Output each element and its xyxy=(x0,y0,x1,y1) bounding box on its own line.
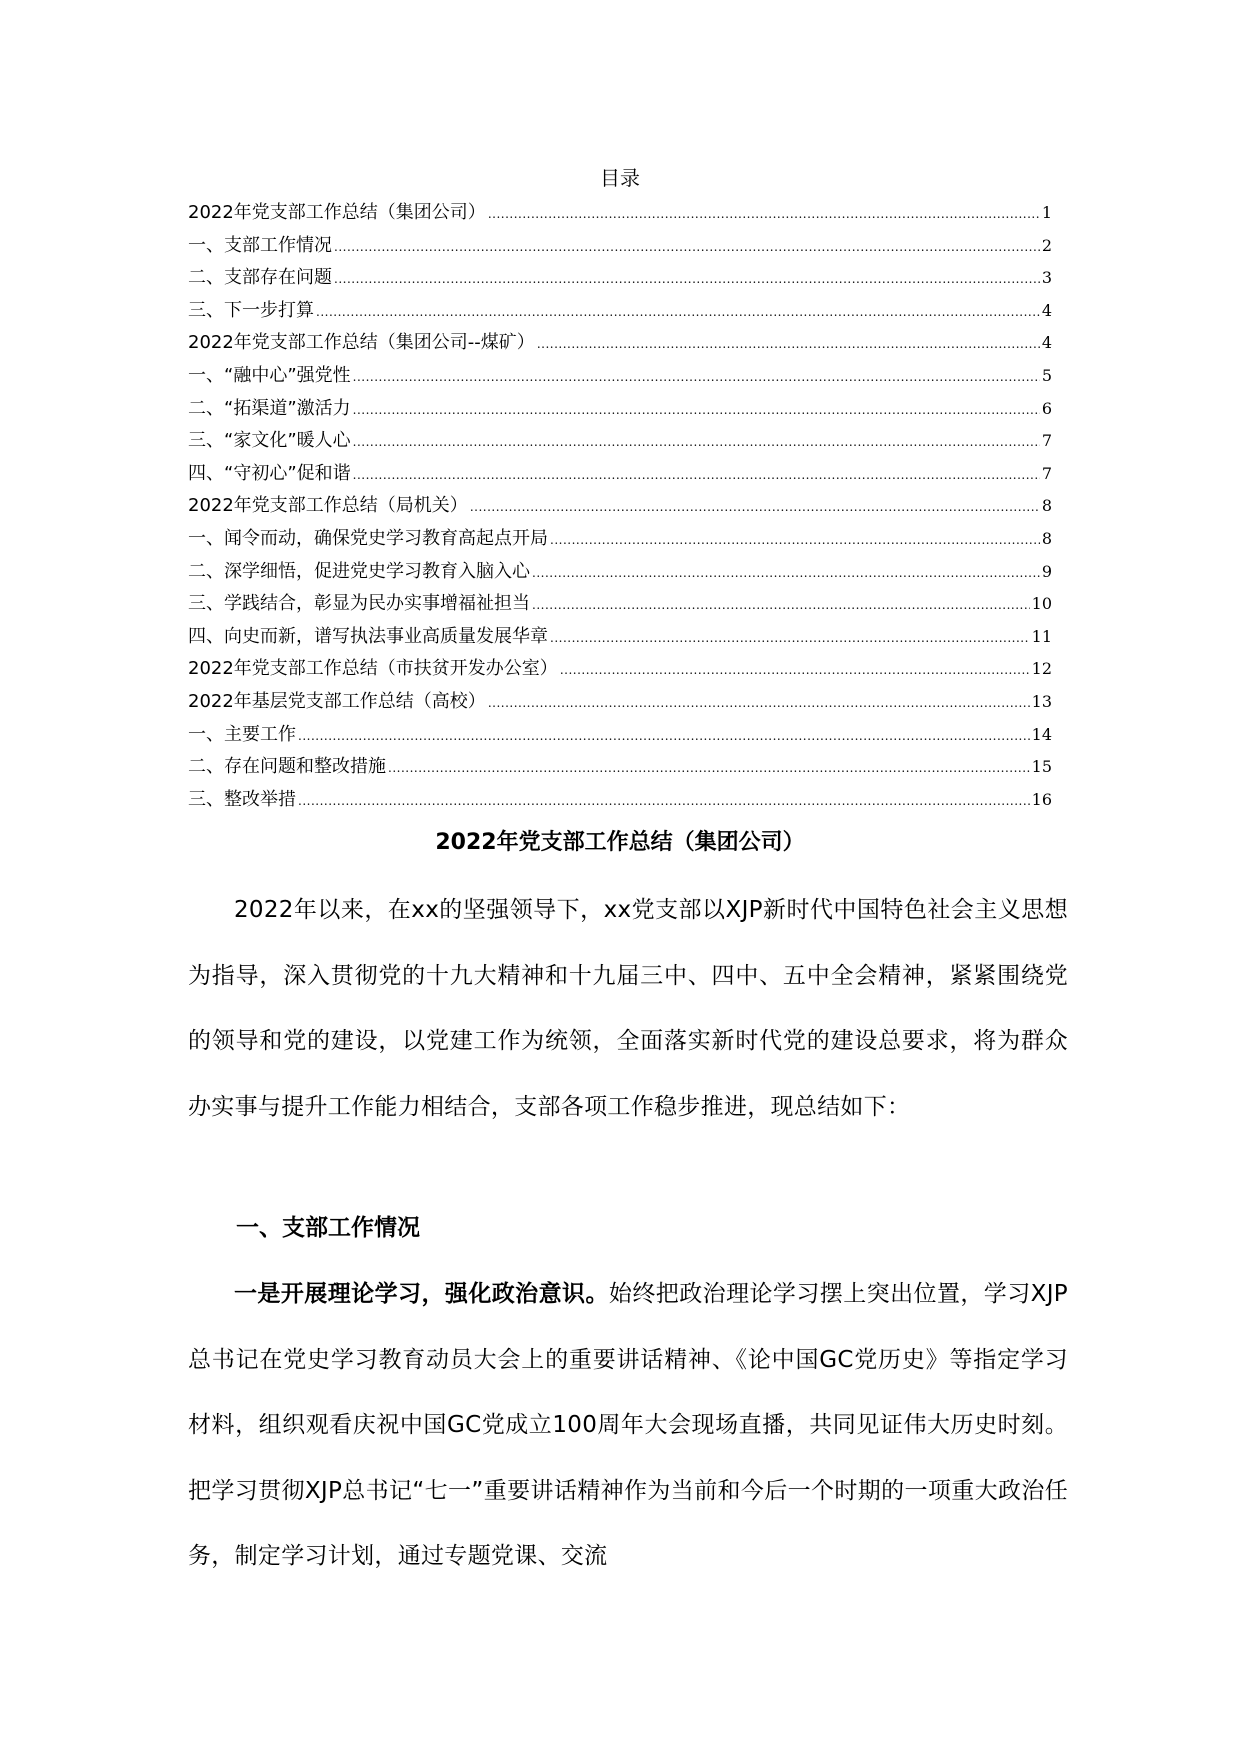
toc-leader-dots xyxy=(334,231,1040,263)
toc-entry-text: 一、闻令而动，确保党史学习教育高起点开局 xyxy=(188,527,548,549)
toc-leader-dots xyxy=(550,524,1040,556)
document-title: 2022年党支部工作总结（集团公司） xyxy=(435,830,805,855)
toc-page-number: 5 xyxy=(1041,365,1052,385)
toc-page-number: 16 xyxy=(1031,789,1052,809)
toc-entry[interactable] xyxy=(188,556,1052,589)
toc-page-number: 6 xyxy=(1041,398,1052,418)
toc-entry[interactable] xyxy=(188,751,1052,784)
toc-leader-dots xyxy=(470,491,1040,523)
toc-page-number: 7 xyxy=(1041,463,1052,483)
paragraph-lead-sentence: 一是开展理论学习，强化政治意识。 xyxy=(234,1281,609,1307)
toc-entry-text: 一、支部工作情况 xyxy=(188,234,332,256)
toc-leader-dots xyxy=(488,198,1040,230)
toc-entry-text: 三、整改举措 xyxy=(188,788,296,810)
toc-entry[interactable] xyxy=(188,686,1052,719)
toc-entry[interactable] xyxy=(188,327,1052,360)
body-paragraph xyxy=(188,1262,1068,1590)
toc-page-number: 8 xyxy=(1041,496,1052,516)
toc-page-number: 10 xyxy=(1031,594,1052,614)
toc-leader-dots xyxy=(532,589,1030,621)
toc-leader-dots xyxy=(353,361,1040,393)
toc-entry-text: 2022年党支部工作总结（集团公司） xyxy=(188,202,486,223)
toc-page-number: 7 xyxy=(1041,431,1052,451)
toc-entry-text: 2022年基层党支部工作总结（高校） xyxy=(188,690,486,712)
toc-leader-dots xyxy=(537,328,1040,360)
toc-entry-text: 三、学践结合，彰显为民办实事增福祉担当 xyxy=(188,593,530,615)
toc-entry[interactable] xyxy=(188,653,1052,686)
intro-paragraph: 2022年以来，在xx的坚强领导下，xx党支部以XJP新时代中国特色社会主义思想为指导，深入贯彻党的十九大精神和十九届三中、四中、五中全会精神，紧紧围绕党的领导和党的建设，以党建工作为统领，全面落实新时代党的建设总要求，将为群众办实事与提升工作能力相结合，支部各项工作稳步推进，现总结如下： xyxy=(188,897,1068,1120)
toc-entry-text: 一、“融中心”强党性 xyxy=(188,364,351,386)
toc-leader-dots xyxy=(316,296,1040,328)
toc-entry[interactable] xyxy=(188,262,1052,295)
toc-leader-dots xyxy=(550,622,1030,654)
toc-title: 目录 xyxy=(600,166,640,190)
paragraph-body-text: 始终把政治理论学习摆上突出位置，学习XJP总书记在党史学习教育动员大会上的重要讲话精神、《论中国GC党历史》等指定学习材料，组织观看庆祝中国GC党成立100周年大会现场直播，共同见证伟大历史时刻。把学习贯彻XJP总书记“七一”重要讲话精神作为当前和今后一个时期的一项重大政治任务，制定学习计划，通过专题党课、交流 xyxy=(188,1281,1068,1569)
toc-page-number: 8 xyxy=(1041,528,1052,548)
toc-entry[interactable] xyxy=(188,393,1052,426)
toc-page-number: 13 xyxy=(1031,691,1052,711)
toc-entry-text: 四、“守初心”促和谐 xyxy=(188,462,351,484)
table-of-contents xyxy=(188,197,1052,816)
toc-entry[interactable] xyxy=(188,490,1052,523)
toc-entry-text: 2022年党支部工作总结（集团公司--煤矿） xyxy=(188,332,535,354)
toc-entry[interactable] xyxy=(188,588,1052,621)
toc-entry[interactable] xyxy=(188,295,1052,328)
section-heading: 一、支部工作情况 xyxy=(236,1215,420,1241)
toc-page-number: 9 xyxy=(1041,561,1052,581)
toc-page-number: 11 xyxy=(1031,626,1052,646)
toc-leader-dots xyxy=(353,394,1040,426)
toc-page-number: 3 xyxy=(1041,268,1052,288)
toc-entry-text: 2022年党支部工作总结（市扶贫开发办公室） xyxy=(188,658,558,680)
toc-page-number: 1 xyxy=(1041,203,1052,222)
toc-entry-text: 四、向史而新，谱写执法事业高质量发展华章 xyxy=(188,625,548,647)
toc-page-number: 4 xyxy=(1041,333,1052,353)
toc-leader-dots xyxy=(298,720,1030,752)
toc-entry-text: 2022年党支部工作总结（局机关） xyxy=(188,495,468,517)
toc-entry-text: 二、存在问题和整改措施 xyxy=(188,756,386,778)
toc-entry[interactable] xyxy=(188,458,1052,491)
toc-entry[interactable] xyxy=(188,230,1052,263)
toc-entry-text: 二、深学细悟，促进党史学习教育入脑入心 xyxy=(188,560,530,582)
toc-entry-text: 三、“家文化”暖人心 xyxy=(188,430,351,452)
toc-leader-dots xyxy=(388,752,1030,784)
toc-entry-text: 一、主要工作 xyxy=(188,723,296,745)
toc-leader-dots xyxy=(560,654,1030,686)
toc-entry[interactable] xyxy=(188,621,1052,654)
toc-page-number: 14 xyxy=(1031,724,1052,744)
toc-leader-dots xyxy=(298,785,1030,817)
toc-entry[interactable] xyxy=(188,360,1052,393)
toc-entry[interactable] xyxy=(188,425,1052,458)
toc-entry[interactable] xyxy=(188,197,1052,230)
toc-page-number: 2 xyxy=(1041,235,1052,255)
toc-page-number: 12 xyxy=(1031,659,1052,679)
toc-leader-dots xyxy=(334,263,1040,295)
toc-entry[interactable] xyxy=(188,719,1052,752)
toc-page-number: 4 xyxy=(1041,300,1052,320)
toc-entry[interactable] xyxy=(188,523,1052,556)
toc-entry-text: 三、下一步打算 xyxy=(188,299,314,321)
toc-page-number: 15 xyxy=(1031,757,1052,777)
toc-entry-text: 二、支部存在问题 xyxy=(188,267,332,289)
toc-leader-dots xyxy=(353,459,1040,491)
toc-entry-text: 二、“拓渠道”激活力 xyxy=(188,397,351,419)
toc-leader-dots xyxy=(353,426,1040,458)
toc-leader-dots xyxy=(532,557,1040,589)
toc-leader-dots xyxy=(488,687,1030,719)
toc-entry[interactable] xyxy=(188,784,1052,817)
